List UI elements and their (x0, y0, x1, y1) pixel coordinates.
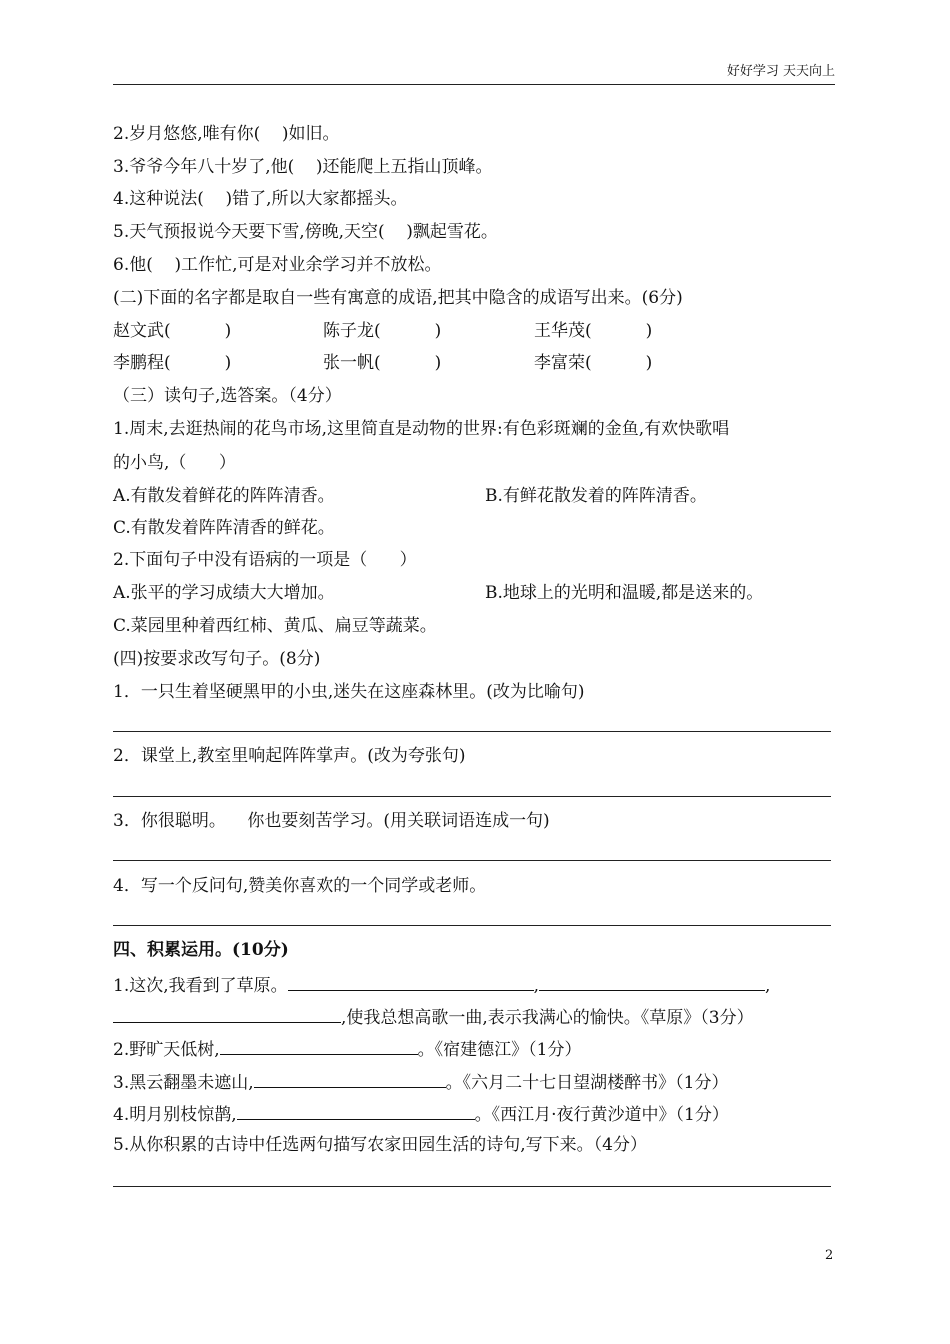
accum-line-1b (113, 1004, 754, 1029)
q1-option-b: B.有鲜花散发着的阵阵清香。 (485, 486, 707, 506)
accum-line-2 (113, 1036, 581, 1061)
part3-title: （三）读句子,选答案。（4分） (113, 386, 342, 406)
answer-blank[interactable] (237, 1101, 475, 1120)
name-item: 赵文武( ) (113, 321, 232, 341)
page-header: 好好学习 天天向上 (726, 64, 835, 79)
fill-item-4: 4.这种说法( )错了,所以大家都摇头。 (113, 189, 408, 209)
answer-blank[interactable] (539, 972, 765, 991)
q2-option-c: C.菜园里种着西红柿、黄瓜、扁豆等蔬菜。 (113, 616, 437, 636)
q1-line2: 的小鸟,（ ） (113, 453, 236, 473)
name-item: 张一帆( ) (323, 353, 442, 373)
accum-text: 1.这次,我看到了草原。 (113, 976, 288, 996)
answer-line[interactable] (113, 1186, 831, 1187)
accum-text: 。《西江月·夜行黄沙道中》（1分） (474, 1105, 729, 1125)
name-item: 李鹏程( ) (113, 353, 232, 373)
fill-item-3: 3.爷爷今年八十岁了,他( )还能爬上五指山顶峰。 (113, 157, 493, 177)
q2-option-a: A.张平的学习成绩大大增加。 (113, 583, 335, 603)
fill-item-2: 2.岁月悠悠,唯有你( )如旧。 (113, 124, 340, 144)
q1-option-c: C.有散发着阵阵清香的鲜花。 (113, 518, 335, 538)
answer-line[interactable] (113, 796, 831, 797)
q1-option-a: A.有散发着鲜花的阵阵清香。 (113, 486, 335, 506)
part4-title: (四)按要求改写句子。(8分) (113, 649, 321, 669)
accum-text: 3.黑云翻墨未遮山, (113, 1073, 254, 1093)
answer-blank[interactable] (254, 1069, 446, 1088)
accum-text: 4.明月别枝惊鹊, (113, 1105, 237, 1125)
accum-line-3 (113, 1069, 728, 1094)
fill-item-6: 6.他( )工作忙,可是对业余学习并不放松。 (113, 255, 442, 275)
rewrite-item-4: 4．写一个反问句,赞美你喜欢的一个同学或老师。 (113, 876, 487, 896)
answer-blank[interactable] (220, 1036, 418, 1055)
part2-title: (二)下面的名字都是取自一些有寓意的成语,把其中隐含的成语写出来。(6分) (113, 288, 683, 308)
header-divider (113, 84, 835, 85)
answer-blank[interactable] (113, 1004, 341, 1023)
page-number: 2 (825, 1248, 834, 1263)
accum-text: ,使我总想高歌一曲,表示我满心的愉快。《草原》（3分） (341, 1008, 754, 1028)
q1-line1: 1.周末,去逛热闹的花鸟市场,这里简直是动物的世界:有色彩斑斓的金鱼,有欢快歌唱 (113, 419, 730, 439)
accum-text: 。《六月二十七日望湖楼醉书》（1分） (445, 1073, 729, 1093)
accum-line-4 (113, 1101, 729, 1126)
accum-text: , (533, 976, 540, 996)
name-item: 王华茂( ) (534, 321, 653, 341)
answer-blank[interactable] (288, 972, 534, 991)
name-item: 李富荣( ) (534, 353, 653, 373)
rewrite-item-2: 2．课堂上,教室里响起阵阵掌声。(改为夸张句) (113, 746, 466, 766)
q2-option-b: B.地球上的光明和温暖,都是送来的。 (485, 583, 764, 603)
fill-item-5: 5.天气预报说今天要下雪,傍晚,天空( )飘起雪花。 (113, 222, 498, 242)
answer-line[interactable] (113, 925, 831, 926)
q2-line: 2.下面句子中没有语病的一项是（ ） (113, 550, 417, 570)
rewrite-item-3: 3．你很聪明。 你也要刻苦学习。(用关联词语连成一句) (113, 811, 550, 831)
name-item: 陈子龙( ) (323, 321, 442, 341)
answer-line[interactable] (113, 731, 831, 732)
section4-title: 四、积累运用。(10分) (113, 940, 289, 960)
accum-text: , (765, 976, 771, 996)
accum-text: 2.野旷天低树, (113, 1040, 220, 1060)
accum-line-1 (113, 972, 770, 997)
answer-line[interactable] (113, 860, 831, 861)
rewrite-item-1: 1．一只生着坚硬黑甲的小虫,迷失在这座森林里。(改为比喻句) (113, 682, 585, 702)
accum-line-5: 5.从你积累的古诗中任选两句描写农家田园生活的诗句,写下来。（4分） (113, 1135, 647, 1155)
accum-text: 。《宿建德江》（1分） (417, 1040, 582, 1060)
